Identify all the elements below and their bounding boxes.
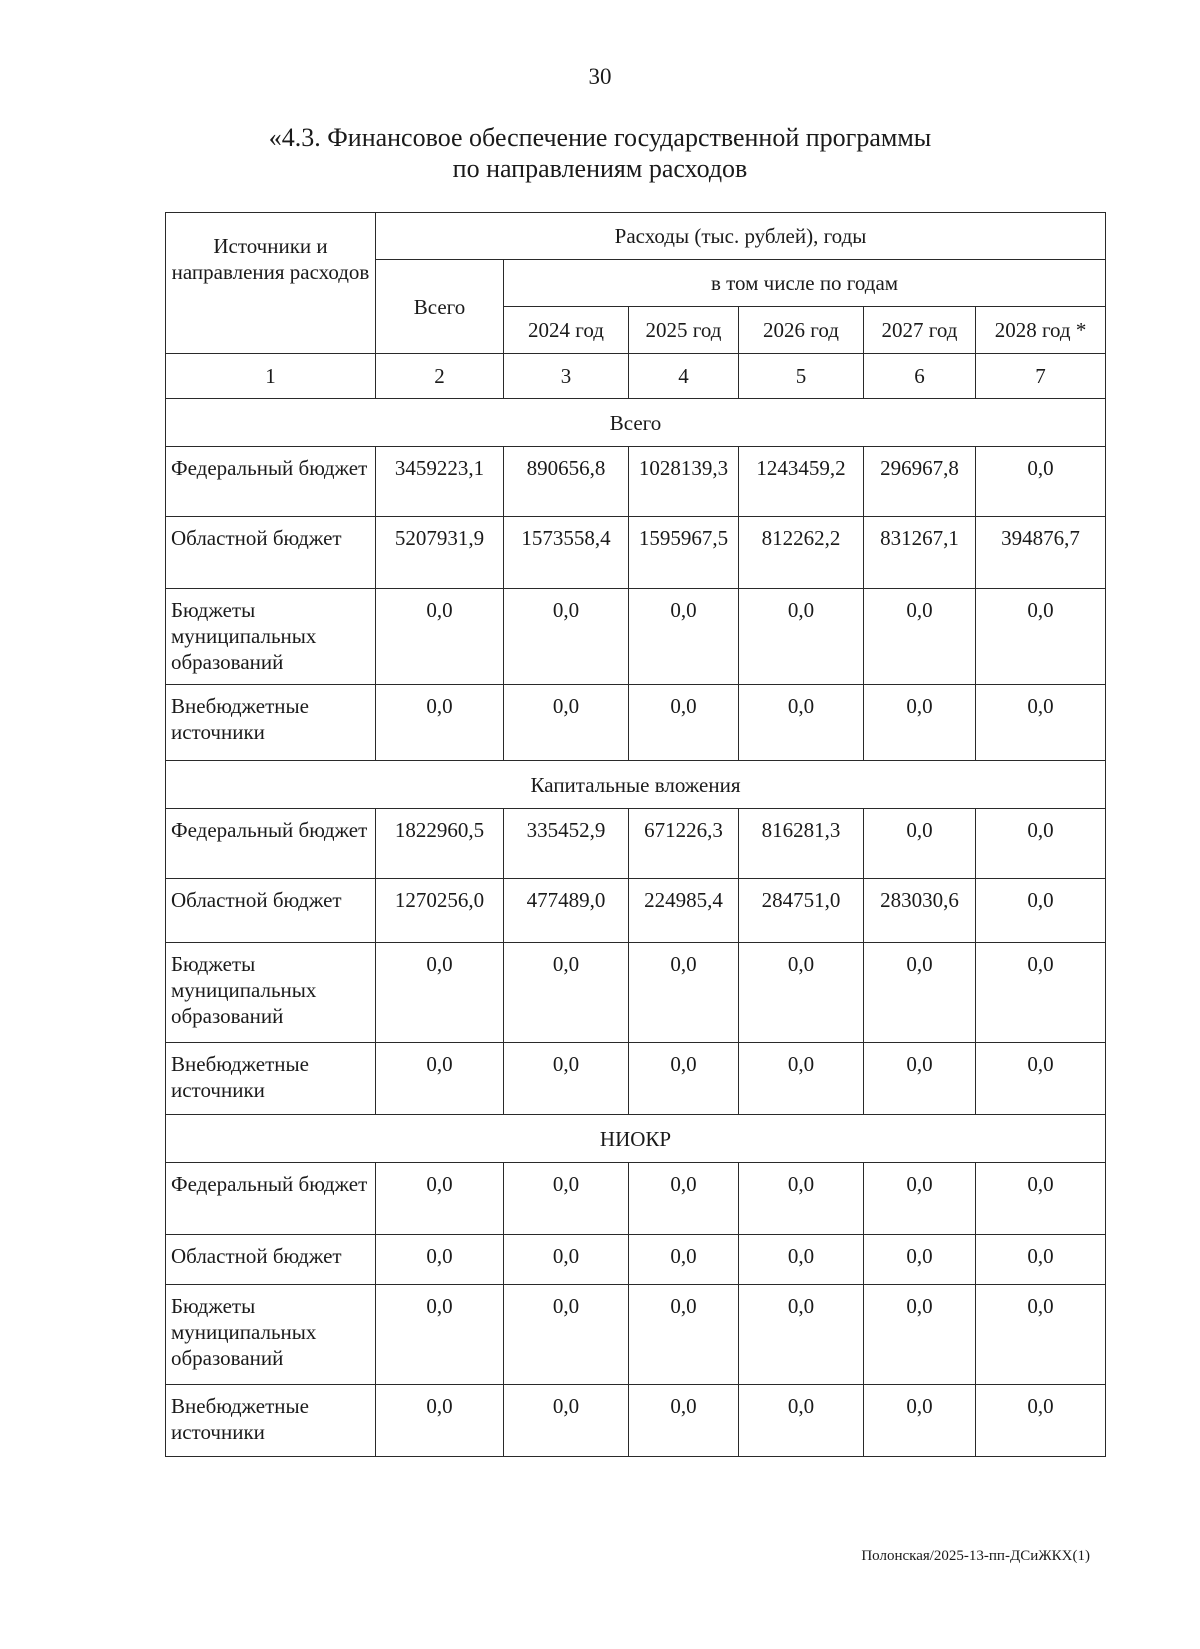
value-cell: 0,0 bbox=[739, 1043, 864, 1115]
column-number: 4 bbox=[629, 354, 739, 399]
section-row bbox=[166, 399, 1106, 447]
table-row bbox=[166, 879, 1106, 943]
row-label: Областной бюджет bbox=[166, 879, 376, 943]
table-row bbox=[166, 1235, 1106, 1285]
value-cell: 0,0 bbox=[739, 589, 864, 685]
value-cell: 0,0 bbox=[976, 447, 1106, 517]
row-label: Бюджеты муниципальных образований bbox=[166, 943, 376, 1043]
section-title: Капитальные вложения bbox=[166, 761, 1106, 809]
column-number: 2 bbox=[376, 354, 504, 399]
value-cell: 0,0 bbox=[376, 943, 504, 1043]
value-cell: 224985,4 bbox=[629, 879, 739, 943]
table-row bbox=[166, 809, 1106, 879]
value-cell: 0,0 bbox=[629, 1043, 739, 1115]
value-cell: 0,0 bbox=[864, 943, 976, 1043]
column-number: 7 bbox=[976, 354, 1106, 399]
row-label: Областной бюджет bbox=[166, 517, 376, 589]
header-year: 2024 год bbox=[504, 307, 629, 354]
value-cell: 0,0 bbox=[739, 1285, 864, 1385]
header-total: Всего bbox=[376, 260, 504, 354]
row-label: Областной бюджет bbox=[166, 1235, 376, 1285]
row-label: Бюджеты муниципальных образований bbox=[166, 1285, 376, 1385]
table-row bbox=[166, 1043, 1106, 1115]
value-cell: 0,0 bbox=[629, 589, 739, 685]
value-cell: 0,0 bbox=[739, 685, 864, 761]
value-cell: 0,0 bbox=[629, 1385, 739, 1457]
value-cell: 0,0 bbox=[864, 685, 976, 761]
row-label: Федеральный бюджет bbox=[166, 1163, 376, 1235]
value-cell: 0,0 bbox=[376, 1285, 504, 1385]
table-row bbox=[166, 1385, 1106, 1457]
value-cell: 0,0 bbox=[864, 1385, 976, 1457]
header-year: 2026 год bbox=[739, 307, 864, 354]
value-cell: 0,0 bbox=[504, 1285, 629, 1385]
value-cell: 1595967,5 bbox=[629, 517, 739, 589]
value-cell: 0,0 bbox=[504, 1385, 629, 1457]
table-row bbox=[166, 447, 1106, 517]
value-cell: 284751,0 bbox=[739, 879, 864, 943]
header-year: 2027 год bbox=[864, 307, 976, 354]
section-row bbox=[166, 761, 1106, 809]
footer-document-code: Полонская/2025-13-пп-ДСиЖКХ(1) bbox=[861, 1548, 1090, 1564]
value-cell: 0,0 bbox=[504, 1235, 629, 1285]
table-row bbox=[166, 1285, 1106, 1385]
header-by-years: в том числе по годам bbox=[504, 260, 1106, 307]
column-number: 5 bbox=[739, 354, 864, 399]
value-cell: 0,0 bbox=[504, 943, 629, 1043]
value-cell: 1270256,0 bbox=[376, 879, 504, 943]
column-number: 3 bbox=[504, 354, 629, 399]
column-number-row bbox=[166, 354, 1106, 399]
value-cell: 816281,3 bbox=[739, 809, 864, 879]
value-cell: 0,0 bbox=[976, 1163, 1106, 1235]
document-title bbox=[0, 122, 1200, 184]
header-row-1 bbox=[166, 213, 1106, 260]
value-cell: 1822960,5 bbox=[376, 809, 504, 879]
value-cell: 0,0 bbox=[864, 589, 976, 685]
value-cell: 0,0 bbox=[504, 1043, 629, 1115]
row-label: Внебюджетные источники bbox=[166, 685, 376, 761]
table-row bbox=[166, 1163, 1106, 1235]
value-cell: 0,0 bbox=[376, 1163, 504, 1235]
page-number: 30 bbox=[588, 64, 612, 89]
value-cell: 0,0 bbox=[376, 1385, 504, 1457]
row-label: Внебюджетные источники bbox=[166, 1385, 376, 1457]
value-cell: 0,0 bbox=[976, 1235, 1106, 1285]
value-cell: 283030,6 bbox=[864, 879, 976, 943]
table-row bbox=[166, 943, 1106, 1043]
row-label: Федеральный бюджет bbox=[166, 447, 376, 517]
table-row bbox=[166, 589, 1106, 685]
value-cell: 0,0 bbox=[739, 1235, 864, 1285]
value-cell: 0,0 bbox=[976, 589, 1106, 685]
value-cell: 5207931,9 bbox=[376, 517, 504, 589]
section-title: Всего bbox=[166, 399, 1106, 447]
table-body bbox=[166, 213, 1106, 1457]
section-title: НИОКР bbox=[166, 1115, 1106, 1163]
table-row bbox=[166, 685, 1106, 761]
column-number: 1 bbox=[166, 354, 376, 399]
value-cell: 0,0 bbox=[376, 1235, 504, 1285]
value-cell: 1573558,4 bbox=[504, 517, 629, 589]
value-cell: 0,0 bbox=[629, 1163, 739, 1235]
column-number: 6 bbox=[864, 354, 976, 399]
value-cell: 1028139,3 bbox=[629, 447, 739, 517]
header-year: 2028 год * bbox=[976, 307, 1106, 354]
row-label: Внебюджетные источники bbox=[166, 1043, 376, 1115]
value-cell: 477489,0 bbox=[504, 879, 629, 943]
table-row bbox=[166, 517, 1106, 589]
value-cell: 0,0 bbox=[864, 1163, 976, 1235]
value-cell: 0,0 bbox=[976, 685, 1106, 761]
value-cell: 296967,8 bbox=[864, 447, 976, 517]
value-cell: 0,0 bbox=[864, 809, 976, 879]
row-label: Федеральный бюджет bbox=[166, 809, 376, 879]
value-cell: 0,0 bbox=[504, 589, 629, 685]
row-label: Бюджеты муниципальных образований bbox=[166, 589, 376, 685]
value-cell: 0,0 bbox=[739, 1385, 864, 1457]
value-cell: 0,0 bbox=[976, 943, 1106, 1043]
value-cell: 3459223,1 bbox=[376, 447, 504, 517]
financing-table bbox=[165, 212, 1106, 1457]
value-cell: 0,0 bbox=[629, 1285, 739, 1385]
value-cell: 0,0 bbox=[864, 1235, 976, 1285]
header-year: 2025 год bbox=[629, 307, 739, 354]
value-cell: 0,0 bbox=[976, 809, 1106, 879]
value-cell: 0,0 bbox=[376, 685, 504, 761]
value-cell: 812262,2 bbox=[739, 517, 864, 589]
value-cell: 0,0 bbox=[376, 1043, 504, 1115]
value-cell: 0,0 bbox=[976, 1285, 1106, 1385]
value-cell: 0,0 bbox=[864, 1043, 976, 1115]
title-line-1: «4.3. Финансовое обеспечение государственной программы bbox=[268, 123, 932, 152]
value-cell: 0,0 bbox=[739, 943, 864, 1043]
value-cell: 394876,7 bbox=[976, 517, 1106, 589]
value-cell: 0,0 bbox=[864, 1285, 976, 1385]
value-cell: 0,0 bbox=[504, 685, 629, 761]
title-line-2: по направлениям расходов bbox=[452, 154, 748, 183]
value-cell: 0,0 bbox=[976, 1385, 1106, 1457]
value-cell: 0,0 bbox=[504, 1163, 629, 1235]
header-sources: Источники и направления расходов bbox=[166, 213, 376, 354]
header-expenses: Расходы (тыс. рублей), годы bbox=[376, 213, 1106, 260]
value-cell: 0,0 bbox=[976, 879, 1106, 943]
value-cell: 0,0 bbox=[376, 589, 504, 685]
section-row bbox=[166, 1115, 1106, 1163]
value-cell: 1243459,2 bbox=[739, 447, 864, 517]
value-cell: 0,0 bbox=[629, 1235, 739, 1285]
value-cell: 831267,1 bbox=[864, 517, 976, 589]
value-cell: 0,0 bbox=[739, 1163, 864, 1235]
value-cell: 890656,8 bbox=[504, 447, 629, 517]
value-cell: 0,0 bbox=[976, 1043, 1106, 1115]
value-cell: 671226,3 bbox=[629, 809, 739, 879]
value-cell: 0,0 bbox=[629, 685, 739, 761]
value-cell: 0,0 bbox=[629, 943, 739, 1043]
value-cell: 335452,9 bbox=[504, 809, 629, 879]
